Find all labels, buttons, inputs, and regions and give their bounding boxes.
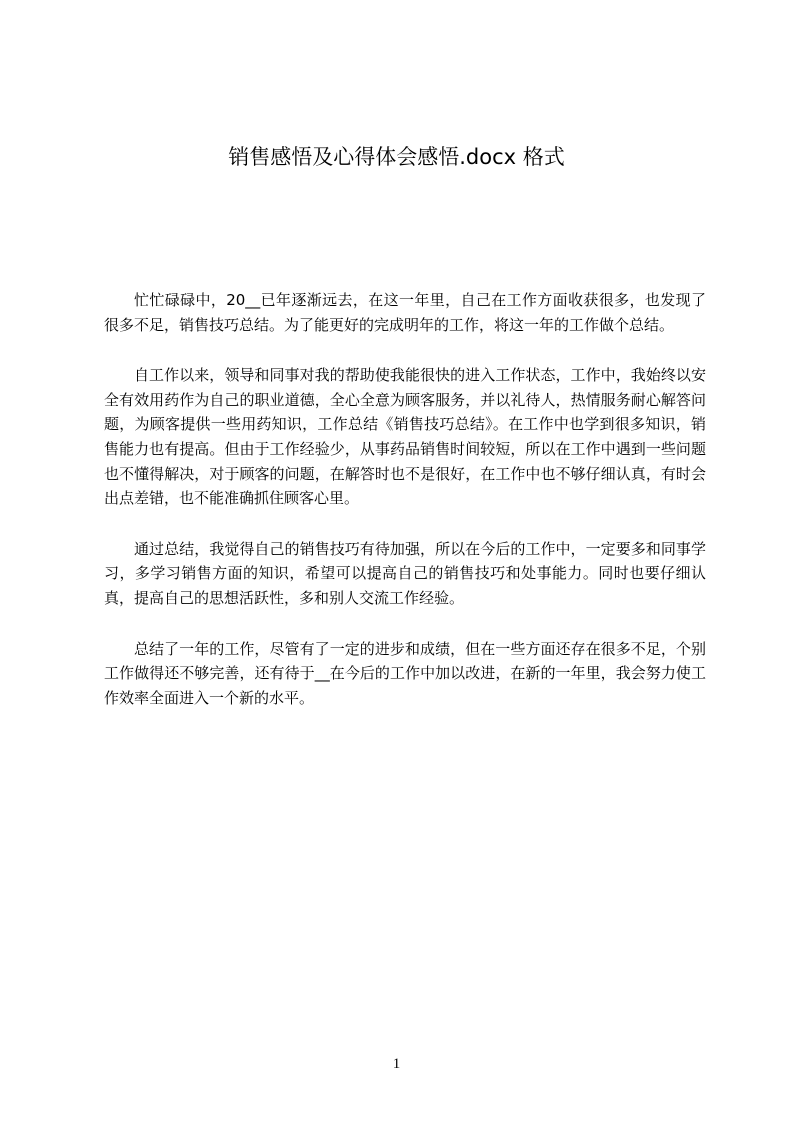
document-title: 销售感悟及心得体会感悟.docx 格式 bbox=[228, 145, 565, 169]
paragraph-3: 通过总结，我觉得自己的销售技巧有待加强，所以在今后的工作中，一定要多和同事学习，多学习销售方面的知识，希望可以提高自己的销售技巧和处事能力。同时也要仔细认真，提高自己的思想活跃性，多和别人交流工作经验。 bbox=[104, 539, 706, 607]
document-body bbox=[104, 288, 706, 736]
paragraph-4: 总结了一年的工作，尽管有了一定的进步和成绩，但在一些方面还存在很多不足，个别工作做得还不够完善，还有待于__在今后的工作中加以改进，在新的一年里，我会努力使工作效率全面进入一个新的水平。 bbox=[104, 639, 706, 707]
paragraph-2: 自工作以来，领导和同事对我的帮助使我能很快的进入工作状态，工作中，我始终以安全有效用药作为自己的职业道德，全心全意为顾客服务，并以礼待人，热情服务耐心解答问题，为顾客提供一些用药知识，工作总结《销售技巧总结》。在工作中也学到很多知识，销售能力也有提高。但由于工作经验少，从事药品销售时间较短，所以在工作中遇到一些问题也不懂得解决，对于顾客的问题，在解答时也不是很好，在工作中也不够仔细认真，有时会出点差错，也不能准确抓住顾客心里。 bbox=[104, 366, 706, 508]
paragraph-1: 忙忙碌碌中，20__已年逐渐远去，在这一年里，自己在工作方面收获很多，也发现了很多不足，销售技巧总结。为了能更好的完成明年的工作，将这一年的工作做个总结。 bbox=[104, 291, 706, 334]
page-number: 1 bbox=[392, 1056, 401, 1072]
